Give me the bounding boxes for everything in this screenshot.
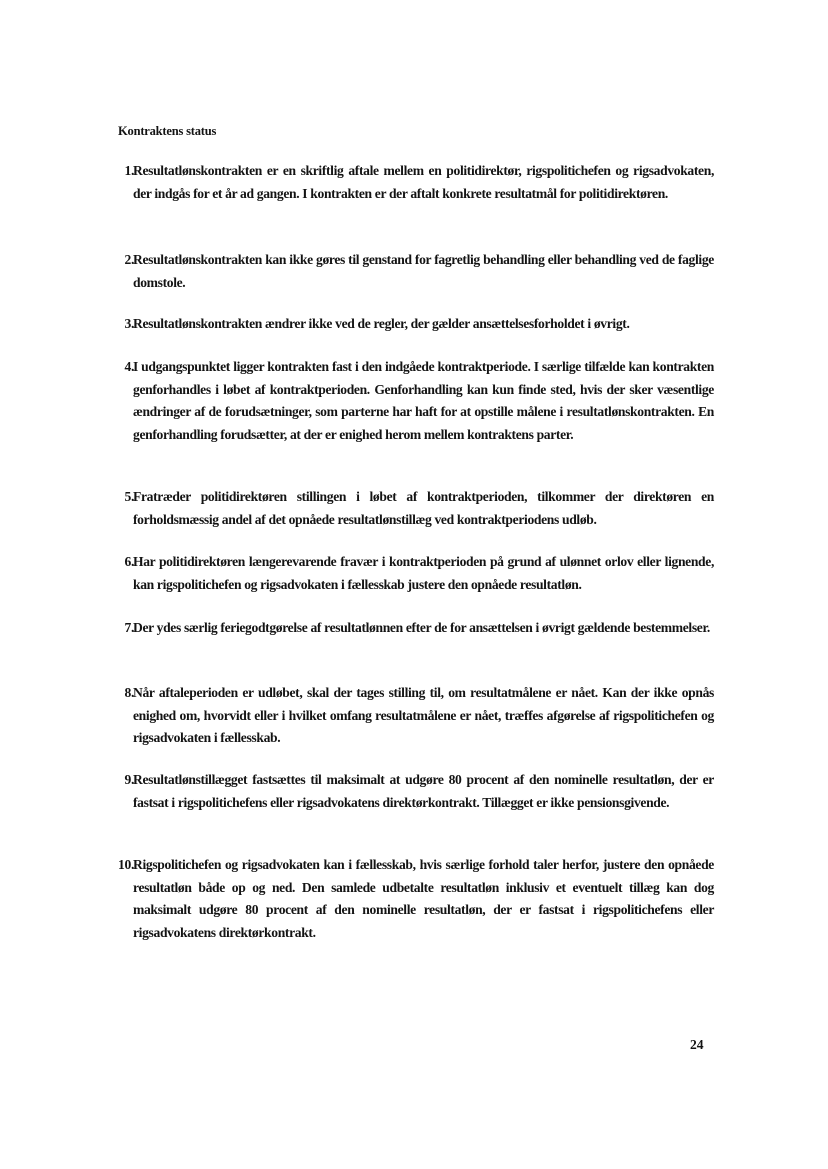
list-item-7 (112, 617, 714, 640)
list-item-text: Resultatlønskontrakten ændrer ikke ved de regler, der gælder ansættelsesforholdet i øvrigt. (133, 316, 630, 331)
list-item-text: Resultatlønskontrakten er en skriftlig aftale mellem en politidirektør, rigspolitichefen og rigsadvokaten, der indgås for et år ad gangen. I kontrakten er der aftalt konkrete resultatmål for politidirektøren. (133, 163, 714, 201)
list-item-3 (112, 313, 714, 336)
list-item-text: Rigspolitichefen og rigsadvokaten kan i fællesskab, hvis særlige forhold taler herfor, justere den opnåede resultatløn både op og ned. Den samlede udbetalte resultatløn inklusiv et eventuelt tillæg kan dog maksimalt udgøre 80 procent af den nominelle resultatløn, der er fastsat i rigspolitichefens eller rigsadvokatens direktørkontrakt. (133, 857, 714, 940)
list-item-number: 1. (124, 163, 134, 178)
list-item-number: 9. (124, 772, 134, 787)
list-item-text: Har politidirektøren længerevarende fravær i kontraktperioden på grund af ulønnet orlov eller lignende, kan rigspolitichefen og rigsadvokaten i fællesskab justere den opnåede resultatløn. (133, 554, 714, 592)
list-item-number: 10. (118, 857, 134, 872)
list-item-text: I udgangspunktet ligger kontrakten fast i den indgåede kontraktperiode. I særlige tilfælde kan kontrakten genforhandles i løbet af kontraktperioden. Genforhandling kan kun finde sted, hvis der sker væsentlige ændringer af de forudsætninger, som parterne har haft for at opstille målene i resultatlønskontrakten. En genforhandling forudsætter, at der er enighed herom mellem kontraktens parter. (133, 359, 714, 442)
list-item-text: Resultatlønskontrakten kan ikke gøres til genstand for fagretlig behandling eller behandling ved de faglige domstole. (133, 252, 714, 290)
list-item-1 (112, 160, 714, 205)
list-item-text: Resultatlønstillægget fastsættes til maksimalt at udgøre 80 procent af den nominelle resultatløn, der er fastsat i rigspolitichefens eller rigsadvokatens direktørkontrakt. Tillægget er ikke pensionsgivende. (133, 772, 714, 810)
list-item-2 (112, 249, 714, 294)
list-item-number: 6. (124, 554, 134, 569)
list-item-number: 3. (124, 316, 134, 331)
list-item-number: 4. (124, 359, 134, 374)
list-item-text: Fratræder politidirektøren stillingen i løbet af kontraktperioden, tilkommer der direktøren en forholdsmæssig andel af det opnåede resultatlønstillæg ved kontraktperiodens udløb. (133, 489, 714, 527)
list-item-number: 8. (124, 685, 134, 700)
list-item-8 (112, 682, 714, 750)
list-item-9 (112, 769, 714, 814)
section-heading: Kontraktens status (118, 124, 217, 138)
list-item-number: 2. (124, 252, 134, 267)
list-item-number: 7. (124, 620, 134, 635)
list-item-text: Der ydes særlig feriegodtgørelse af resultatlønnen efter de for ansættelsen i øvrigt gældende bestemmelser. (133, 620, 710, 635)
list-item-number: 5. (124, 489, 134, 504)
list-item-5 (112, 486, 714, 531)
list-item-4 (112, 356, 714, 446)
list-item-10 (112, 854, 714, 944)
list-item-text: Når aftaleperioden er udløbet, skal der tages stilling til, om resultatmålene er nået. Kan der ikke opnås enighed om, hvorvidt eller i hvilket omfang resultatmålene er nået, træffes afgørelse af rigspolitichefen og rigsadvokaten i fællesskab. (133, 685, 714, 745)
list-item-6 (112, 551, 714, 596)
page-number: 24 (690, 1037, 704, 1052)
